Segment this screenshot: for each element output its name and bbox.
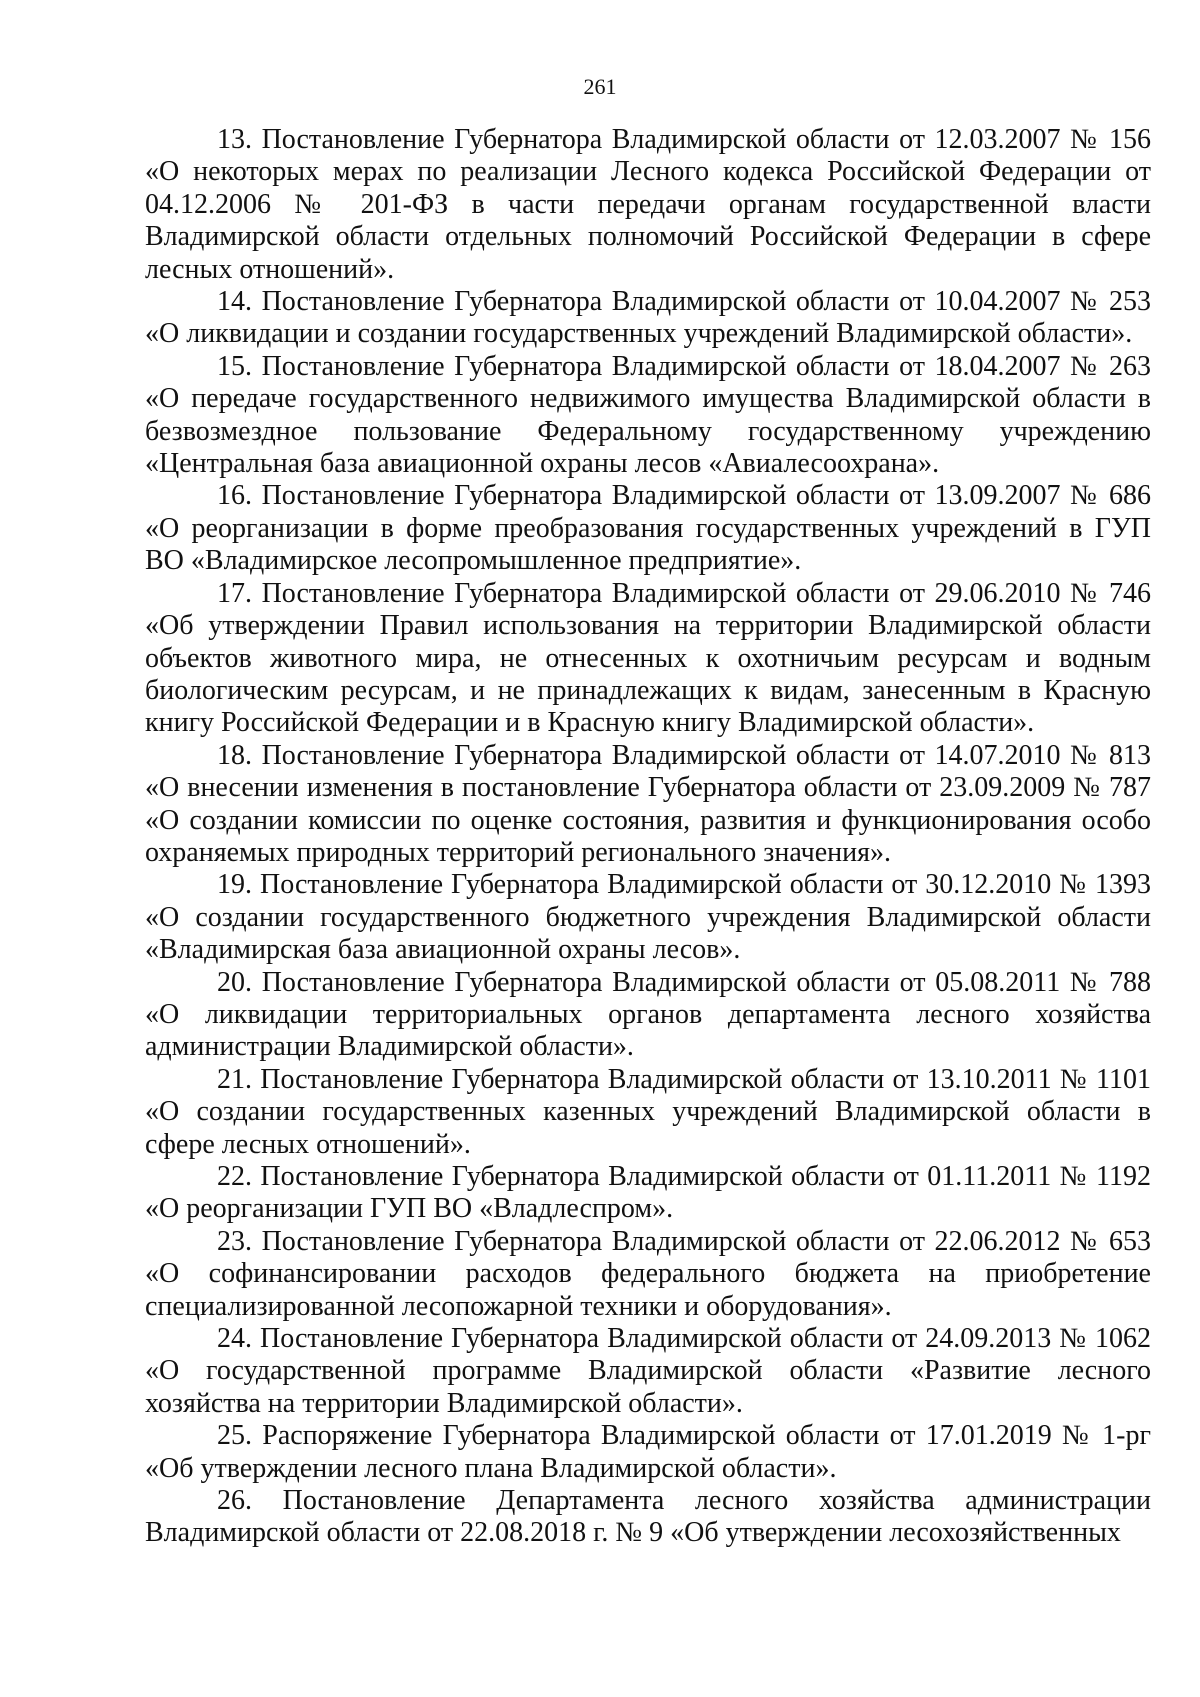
- list-item: 25. Распоряжение Губернатора Владимирской области от 17.01.2019 № 1-рг «Об утверждении лесного плана Владимирской области».: [145, 1420, 1151, 1484]
- list-item: 22. Постановление Губернатора Владимирской области от 01.11.2011 № 1192 «О реорганизации ГУП ВО «Владлеспром».: [145, 1161, 1151, 1225]
- list-item: 24. Постановление Губернатора Владимирской области от 24.09.2013 № 1062 «О государственной программе Владимирской области «Развитие лесного хозяйства на территории Владимирской области».: [145, 1323, 1151, 1419]
- list-item: 23. Постановление Губернатора Владимирской области от 22.06.2012 № 653 «О софинансировании расходов федерального бюджета на приобретение специализированной лесопожарной техники и оборудования».: [145, 1225, 1151, 1322]
- list-item: 21. Постановление Губернатора Владимирской области от 13.10.2011 № 1101 «О создании государственных казенных учреждений Владимирской области в сфере лесных отношений».: [145, 1063, 1151, 1160]
- list-item: 18. Постановление Губернатора Владимирской области от 14.07.2010 № 813 «О внесении изменения в постановление Губернатора области от 23.09.2009 № 787 «О создании комиссии по оценке состояния, развития и функционирования особо охраняемых природных территорий регионального значения».: [145, 739, 1151, 868]
- document-body: [145, 124, 1151, 1550]
- list-item: 14. Постановление Губернатора Владимирской области от 10.04.2007 № 253 «О ликвидации и создании государственных учреждений Владимирской области».: [145, 286, 1151, 350]
- list-item: 13. Постановление Губернатора Владимирской области от 12.03.2007 № 156 «О некоторых мерах по реализации Лесного кодекса Российской Федерации от 04.12.2006 № 201-ФЗ в части передачи органам государственной власти Владимирской области отдельных полномочий Российской Федерации в сфере лесных отношений».: [145, 124, 1151, 285]
- list-item: 16. Постановление Губернатора Владимирской области от 13.09.2007 № 686 «О реорганизации в форме преобразования государственных учреждений в ГУП ВО «Владимирское лесопромышленное предприятие».: [145, 480, 1151, 577]
- list-item: 20. Постановление Губернатора Владимирской области от 05.08.2011 № 788 «О ликвидации территориальных органов департамента лесного хозяйства администрации Владимирской области».: [145, 966, 1151, 1063]
- list-item: 15. Постановление Губернатора Владимирской области от 18.04.2007 № 263 «О передаче государственного недвижимого имущества Владимирской области в безвозмездное пользование Федеральному государственному учреждению «Центральная база авиационной охраны лесов «Авиалесоохрана».: [145, 350, 1151, 480]
- list-item: 26. Постановление Департамента лесного хозяйства администрации Владимирской области от 22.08.2018 г. № 9 «Об утверждении лесохозяйственных: [145, 1485, 1151, 1549]
- page-number: 261: [583, 74, 617, 99]
- list-item: 19. Постановление Губернатора Владимирской области от 30.12.2010 № 1393 «О создании государственного бюджетного учреждения Владимирской области «Владимирская база авиационной охраны лесов».: [145, 869, 1151, 966]
- list-item: 17. Постановление Губернатора Владимирской области от 29.06.2010 № 746 «Об утверждении Правил использования на территории Владимирской области объектов животного мира, не отнесенных к охотничьим ресурсам и водным биологическим ресурсам, и не принадлежащих к видам, занесенным в Красную книгу Российской Федерации и в Красную книгу Владимирской области».: [145, 577, 1151, 739]
